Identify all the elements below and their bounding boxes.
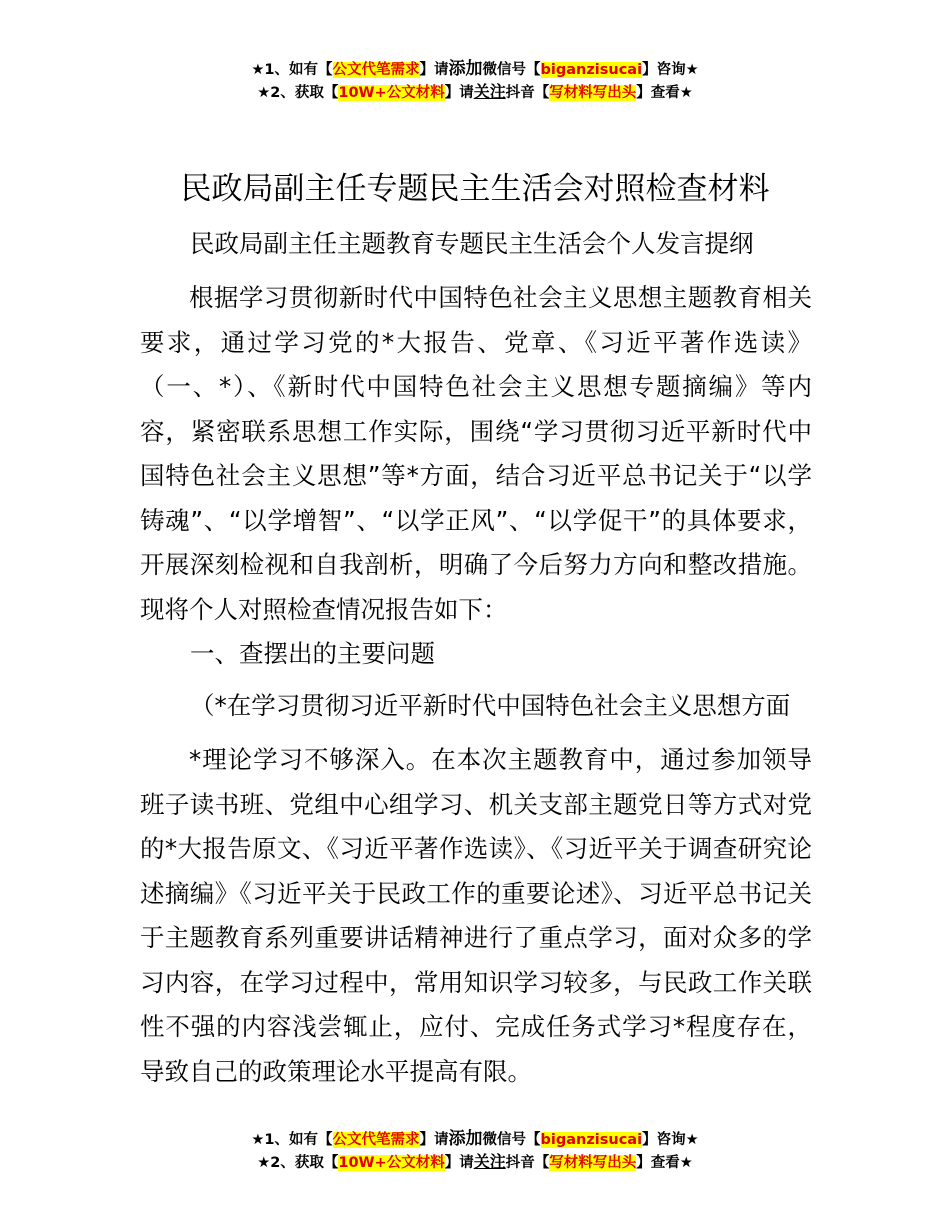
promo-line-2 bbox=[0, 1151, 950, 1174]
promo-highlight-douyin: 写材料写出头 bbox=[549, 1155, 637, 1171]
promo-text: ★2、获取【 bbox=[257, 1155, 339, 1171]
intro-paragraph: 根据学习贯彻新时代中国特色社会主义思想主题教育相关要求，通过学习党的*大报告、党章、《习近平著作选读》（一、*）、《新时代中国特色社会主义思想专题摘编》等内容，紧密联系思想工作实际，围绕“学习贯彻习近平新时代中国特色社会主义思想”等*方面，结合习近平总书记关于“以学铸魂”、“以学增智”、“以学正风”、“以学促干”的具体要求，开展深刻检视和自我剖析，明确了今后努力方向和整改措施。现将个人对照检查情况报告如下： bbox=[140, 283, 812, 624]
document-title: 民政局副主任专题民主生活会对照检查材料 bbox=[180, 171, 770, 207]
footer-promo bbox=[0, 1128, 950, 1174]
document-subtitle: 民政局副主任主题教育专题民主生活会个人发言提纲 bbox=[190, 229, 754, 258]
promo-text: 】咨询★ bbox=[642, 1132, 699, 1148]
promo-highlight-service: 公文代笔需求 bbox=[332, 1132, 420, 1148]
promo-text: 】请 bbox=[444, 1155, 474, 1171]
promo-text: 抖音【 bbox=[505, 1155, 550, 1171]
promo-text: 】咨询★ bbox=[642, 62, 699, 78]
promo-text: ★1、如有【 bbox=[251, 1132, 333, 1148]
promo-highlight-materials: 10W+公文材料 bbox=[338, 85, 445, 101]
promo-line-1 bbox=[0, 1128, 950, 1151]
promo-text: ★1、如有【 bbox=[251, 62, 333, 78]
promo-text: 】查看★ bbox=[636, 85, 693, 101]
promo-emphasis: 添加 bbox=[448, 59, 483, 79]
promo-emphasis: 关注 bbox=[473, 82, 506, 101]
body-paragraph: *理论学习不够深入。在本次主题教育中，通过参加领导班子读书班、党组中心组学习、机关支部主题党日等方式对党的*大报告原文、《习近平著作选读》、《习近平关于调查研究论述摘编》《习近平关于民政工作的重要论述》、习近平总书记关于主题教育系列重要讲话精神进行了重点学习，面对众多的学习内容，在学习过程中，常用知识学习较多，与民政工作关联性不强的内容浅尝辄止，应付、完成任务式学习*程度存在，导致自己的政策理论水平提高有限。 bbox=[140, 745, 812, 1086]
promo-text: 微信号【 bbox=[482, 1132, 541, 1148]
promo-text: 】请 bbox=[444, 85, 474, 101]
promo-highlight-wechat: biganzisucai bbox=[540, 1132, 643, 1148]
promo-text: 】查看★ bbox=[636, 1155, 693, 1171]
promo-highlight-service: 公文代笔需求 bbox=[332, 62, 420, 78]
promo-line-2 bbox=[0, 81, 950, 104]
promo-highlight-douyin: 写材料写出头 bbox=[549, 85, 637, 101]
promo-line-1 bbox=[0, 58, 950, 81]
promo-text: 抖音【 bbox=[505, 85, 550, 101]
promo-text: 】请 bbox=[419, 62, 449, 78]
promo-text: 】请 bbox=[419, 1132, 449, 1148]
promo-highlight-wechat: biganzisucai bbox=[540, 62, 643, 78]
promo-emphasis: 关注 bbox=[473, 1152, 506, 1171]
subsection-heading: （*在学习贯彻习近平新时代中国特色社会主义思想方面 bbox=[190, 691, 791, 720]
header-promo bbox=[0, 58, 950, 104]
promo-emphasis: 添加 bbox=[448, 1129, 483, 1149]
section-heading: 一、查摆出的主要问题 bbox=[190, 639, 435, 668]
promo-text: 微信号【 bbox=[482, 62, 541, 78]
promo-text: ★2、获取【 bbox=[257, 85, 339, 101]
promo-highlight-materials: 10W+公文材料 bbox=[338, 1155, 445, 1171]
